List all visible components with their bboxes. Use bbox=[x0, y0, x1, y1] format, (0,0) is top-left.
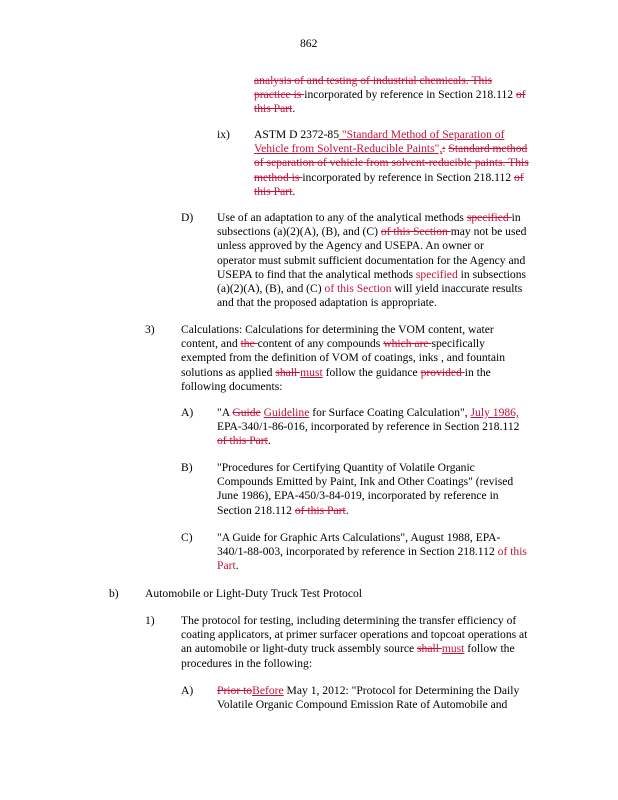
deleted-text: Guide bbox=[232, 406, 261, 419]
text-run: Calculations: Calculations for determining the VOM content, water bbox=[181, 323, 494, 336]
deleted-text: provided bbox=[420, 365, 465, 379]
inserted-text: must bbox=[441, 642, 465, 656]
text-run: ASTM D 2372-85 bbox=[254, 128, 340, 141]
deleted-text: of this Section bbox=[380, 225, 451, 239]
text-run: Automobile or Light-Duty Truck Test Protocol bbox=[145, 587, 362, 600]
revised-text: specified bbox=[415, 267, 458, 281]
text-run: content, and bbox=[181, 337, 241, 351]
inserted-text: must bbox=[300, 365, 323, 379]
text-run: Use of an adaptation to any of the analytical methods bbox=[217, 211, 467, 224]
text-run: content of any compounds bbox=[257, 337, 384, 351]
text-run: coating applicators, at primer surfacer operations and topcoat operations at bbox=[181, 628, 528, 642]
deleted-text: this Part bbox=[254, 102, 293, 116]
deleted-text: practice is bbox=[254, 88, 305, 102]
deleted-text: method is bbox=[254, 170, 303, 184]
item-viii-continuation bbox=[254, 74, 574, 117]
text-run: "A bbox=[217, 406, 233, 419]
text-run: operator must submit sufficient documentation for the Agency and bbox=[217, 253, 526, 267]
section-3-marker: 3) bbox=[145, 323, 155, 336]
section-3A-text bbox=[217, 406, 577, 449]
deleted-text: this Part bbox=[254, 184, 293, 198]
text-run: follow the guidance bbox=[322, 365, 421, 379]
text-run: Compounds Emitted by Paint, Ink and Other Coatings" (revised bbox=[217, 475, 514, 489]
text-run: specifically bbox=[431, 337, 485, 351]
deleted-text: of bbox=[515, 88, 526, 102]
text-run: solutions as applied bbox=[181, 365, 276, 379]
revised-text: Part bbox=[217, 559, 236, 573]
inserted-text: Before bbox=[252, 684, 284, 697]
text-run: follow the bbox=[464, 642, 515, 656]
text-run: in subsections bbox=[457, 267, 527, 281]
section-3-text bbox=[181, 323, 581, 394]
inserted-text: Guideline bbox=[263, 406, 310, 419]
deleted-text: of this Part bbox=[217, 434, 268, 448]
section-3A-marker: A) bbox=[181, 406, 194, 419]
text-run: "Procedures for Certifying Quantity of Volatile Organic bbox=[217, 461, 475, 474]
deleted-text: Standard method bbox=[448, 142, 528, 156]
item-ix-marker: ix) bbox=[217, 128, 230, 141]
deleted-text: specified bbox=[466, 211, 512, 224]
text-run: incorporated by reference in Section 218.112 bbox=[302, 170, 515, 184]
text-run: for Surface Coating Calculation", bbox=[309, 406, 471, 419]
text-run: 340/1-88-003, incorporated by reference in Section 218.112 bbox=[217, 545, 498, 559]
deleted-text: : bbox=[442, 142, 446, 156]
text-run: incorporated by reference in Section 218.112 bbox=[304, 88, 516, 102]
item-ix-text bbox=[254, 128, 574, 199]
subsection-b-heading bbox=[145, 587, 565, 601]
subsection-b1-text bbox=[181, 614, 581, 671]
text-run: The protocol for testing, including determining the transfer efficiency of bbox=[181, 614, 517, 627]
text-run: (a)(2)(A), (B), and (C) bbox=[217, 282, 325, 296]
page-number: 862 bbox=[300, 37, 318, 50]
subsection-b-marker: b) bbox=[109, 587, 119, 600]
text-run: Volatile Organic Compound Emission Rate of Automobile and bbox=[217, 698, 508, 712]
text-run: "A Guide for Graphic Arts Calculations", August 1988, EPA- bbox=[217, 531, 501, 544]
text-run: . bbox=[345, 503, 349, 517]
subsection-b1A-marker: A) bbox=[181, 684, 194, 697]
section-3B-marker: B) bbox=[181, 461, 193, 474]
subsection-b1A-text bbox=[217, 684, 577, 712]
text-run: unless approved by the Agency and USEPA. An owner or bbox=[217, 239, 484, 253]
deleted-text: shall bbox=[275, 365, 301, 379]
subsection-b1-marker: 1) bbox=[145, 614, 155, 627]
text-run: . bbox=[267, 434, 271, 448]
text-run: an automobile or light-duty truck assembly source bbox=[181, 642, 418, 656]
deleted-text: the bbox=[240, 337, 258, 351]
text-run: June 1986), EPA-450/3-84-019, incorporated by reference in bbox=[217, 489, 499, 503]
deleted-text: which are bbox=[383, 337, 432, 351]
section-3B-text bbox=[217, 461, 577, 518]
revised-text: of this Section bbox=[324, 282, 392, 296]
deleted-text: of bbox=[514, 170, 524, 184]
section-3C-text bbox=[217, 531, 577, 574]
text-run: USEPA to find that the analytical methods bbox=[217, 267, 416, 281]
section-3C-marker: C) bbox=[181, 531, 193, 544]
inserted-text: July 1986, bbox=[470, 406, 519, 419]
text-run: Section 218.112 bbox=[217, 503, 295, 517]
text-run: procedures in the following: bbox=[181, 656, 313, 670]
text-run: . bbox=[235, 559, 239, 573]
text-run: EPA-340/1-86-016, incorporated by reference in Section 218.112 bbox=[217, 420, 520, 434]
deleted-text: shall bbox=[417, 642, 442, 656]
text-run: and that the proposed adaptation is appropriate. bbox=[217, 296, 437, 310]
text-run: following documents: bbox=[181, 379, 283, 393]
text-run: May 1, 2012: "Protocol for Determining the Daily bbox=[283, 684, 520, 697]
inserted-text: Vehicle from Solvent-Reducible Paints", bbox=[254, 142, 443, 156]
text-run: in the bbox=[464, 365, 491, 379]
item-D-text bbox=[217, 211, 577, 310]
item-D-marker: D) bbox=[181, 211, 194, 224]
deleted-text: Prior to bbox=[217, 684, 253, 697]
deleted-text: of this Part bbox=[294, 503, 346, 517]
text-run: exempted from the definition of VOM of coatings, inks , and fountain bbox=[181, 351, 506, 365]
deleted-text: of separation of vehicle from solvent-reducible paints. This bbox=[254, 156, 529, 170]
text-run: . bbox=[292, 184, 296, 198]
inserted-text: "Standard Method of Separation of bbox=[339, 128, 505, 141]
text-run: may not be used bbox=[450, 225, 527, 239]
text-run: in bbox=[511, 211, 521, 224]
text-run: . bbox=[292, 102, 296, 116]
text-run: will yield inaccurate results bbox=[391, 282, 523, 296]
text-run: subsections (a)(2)(A), (B), and (C) bbox=[217, 225, 381, 239]
revised-text: of this bbox=[497, 545, 527, 559]
deleted-text: analysis of and testing of industrial chemicals. This bbox=[254, 74, 493, 87]
